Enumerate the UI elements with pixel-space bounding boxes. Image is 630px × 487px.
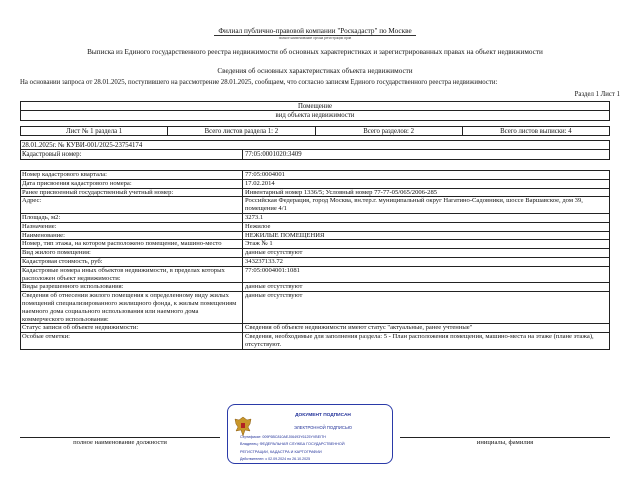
stamp-owner-line1: Владелец: ФЕДЕРАЛЬНАЯ СЛУЖБА ГОСУДАРСТВЕННОЙ	[240, 442, 345, 446]
characteristics-table	[20, 170, 610, 350]
field-label: Адрес:	[21, 197, 243, 214]
field-value: Инвентарный номер 1336/5; Условный номер 77-77-05/065/2006-285	[243, 188, 610, 197]
table-row	[21, 266, 610, 283]
table-row	[21, 257, 610, 266]
field-label: Статус записи об объекте недвижимости:	[21, 324, 243, 333]
field-label: Виды разрешенного использования:	[21, 283, 243, 292]
cadastral-number-value: 77:05:0001020:3409	[245, 151, 302, 158]
field-label: Наименование:	[21, 231, 243, 240]
field-value: НЕЖИЛЫЕ ПОМЕЩЕНИЯ	[243, 231, 610, 240]
extract-sheets-total: Всего листов выписки: 4	[462, 127, 609, 135]
request-basis: На основании запроса от 28.01.2025, поступившего на рассмотрение 28.01.2025, сообщаем, что согласно записям Единого государственного реестра недвижимости:	[20, 79, 498, 86]
field-value: 343237133.72	[243, 257, 610, 266]
position-label: полное наименование должности	[20, 437, 220, 446]
field-label: Особые отметки:	[21, 333, 243, 350]
table-row	[21, 231, 610, 240]
stamp-validity: Действителен: с 02.09.2024 по 26.10.2025	[240, 457, 311, 461]
stamp-certificate: Сертификат: 009F6BC810AEJ06493Y6125YVBEITH	[240, 435, 326, 439]
sheet-bar	[20, 126, 610, 136]
field-value: 3273.1	[243, 213, 610, 222]
sections-total: Всего разделов: 2	[315, 127, 462, 135]
section-sheets-total: Всего листов раздела 1: 2	[167, 127, 314, 135]
field-label: Номер кадастрового квартала:	[21, 171, 243, 180]
field-label: Кадастровая стоимость, руб:	[21, 257, 243, 266]
field-value: Сведения об объекте недвижимости имеют статус "актуальные, ранее учтенные"	[243, 324, 610, 333]
field-label: Площадь, м2:	[21, 213, 243, 222]
sheet-number: Лист № 1 раздела 1	[66, 128, 123, 135]
table-row	[21, 188, 610, 197]
object-type-subtitle: вид объекта недвижимости	[20, 111, 610, 121]
stamp-owner-line2: РЕГИСТРАЦИИ, КАДАСТРА И КАРТОГРАФИИ	[240, 450, 322, 454]
stamp-title: ДОКУМЕНТ ПОДПИСАН	[295, 413, 351, 418]
stamp-subtitle: ЭЛЕКТРОННОЙ ПОДПИСЬЮ	[294, 425, 352, 430]
field-value: Нежилое	[243, 222, 610, 231]
table-row	[21, 179, 610, 188]
table-row	[21, 222, 610, 231]
field-label: Дата присвоения кадастрового номера:	[21, 179, 243, 188]
field-value: Этаж № 1	[243, 240, 610, 249]
field-label: Номер, тип этажа, на котором расположено помещение, машино-место	[21, 240, 243, 249]
table-row	[21, 213, 610, 222]
table-row	[21, 333, 610, 350]
table-row	[21, 171, 610, 180]
object-type-title: Помещение	[20, 101, 610, 111]
section-title: Сведения об основных характеристиках объекта недвижимости	[217, 67, 413, 75]
extract-date-number: 28.01.2025г. № КУВИ-001/2025-23754174	[20, 140, 610, 150]
table-row	[21, 197, 610, 214]
field-label: Ранее присвоенный государственный учетный номер:	[21, 188, 243, 197]
table-row	[21, 324, 610, 333]
field-value: данные отсутствуют	[243, 249, 610, 258]
field-value: данные отсутствуют	[243, 292, 610, 324]
field-value: данные отсутствуют	[243, 283, 610, 292]
field-value: 77:05:0004001	[243, 171, 610, 180]
org-name: Филиал публично-правовой компании "Роскадастр" по Москве	[0, 27, 630, 35]
field-label: Назначение:	[21, 222, 243, 231]
table-row	[21, 249, 610, 258]
field-value: Сведения, необходимые для заполнения раздела: 5 - План расположения помещения, машино-места на этаже (плане этажа), отсутствуют.	[243, 333, 610, 350]
field-label: Сведения об отнесении жилого помещения к определенному виду жилых помещений специализированного жилищного фонда, к жилым помещениям наемного дома социального использования или наемного дома коммерческого использования:	[21, 292, 243, 324]
document-title: Выписка из Единого государственного реестра недвижимости об основных характеристиках и зарегистрированных правах на объект недвижимости	[87, 48, 543, 56]
name-label: инициалы, фамилия	[400, 437, 610, 446]
cadastral-number-label: Кадастровый номер:	[21, 150, 243, 159]
sheet-info: Раздел 1 Лист 1	[574, 91, 620, 98]
field-value: 77:05:0004001:1081	[243, 266, 610, 283]
field-value: 17.02.2014	[243, 179, 610, 188]
field-label: Вид жилого помещения:	[21, 249, 243, 258]
electronic-signature-stamp	[227, 404, 393, 464]
field-value: Российская Федерация, город Москва, вн.тер.г. муниципальный округ Нагатино-Садовники, шоссе Варшавское, дом 39, помещение 4/1	[243, 197, 610, 214]
cadastral-number-row	[20, 150, 610, 160]
table-row	[21, 292, 610, 324]
field-label: Кадастровые номера иных объектов недвижимости, в пределах которых расположен объект недвижимости:	[21, 266, 243, 283]
org-subtitle: полное наименование органа регистрации прав	[278, 36, 352, 40]
table-row	[21, 283, 610, 292]
table-row	[21, 240, 610, 249]
